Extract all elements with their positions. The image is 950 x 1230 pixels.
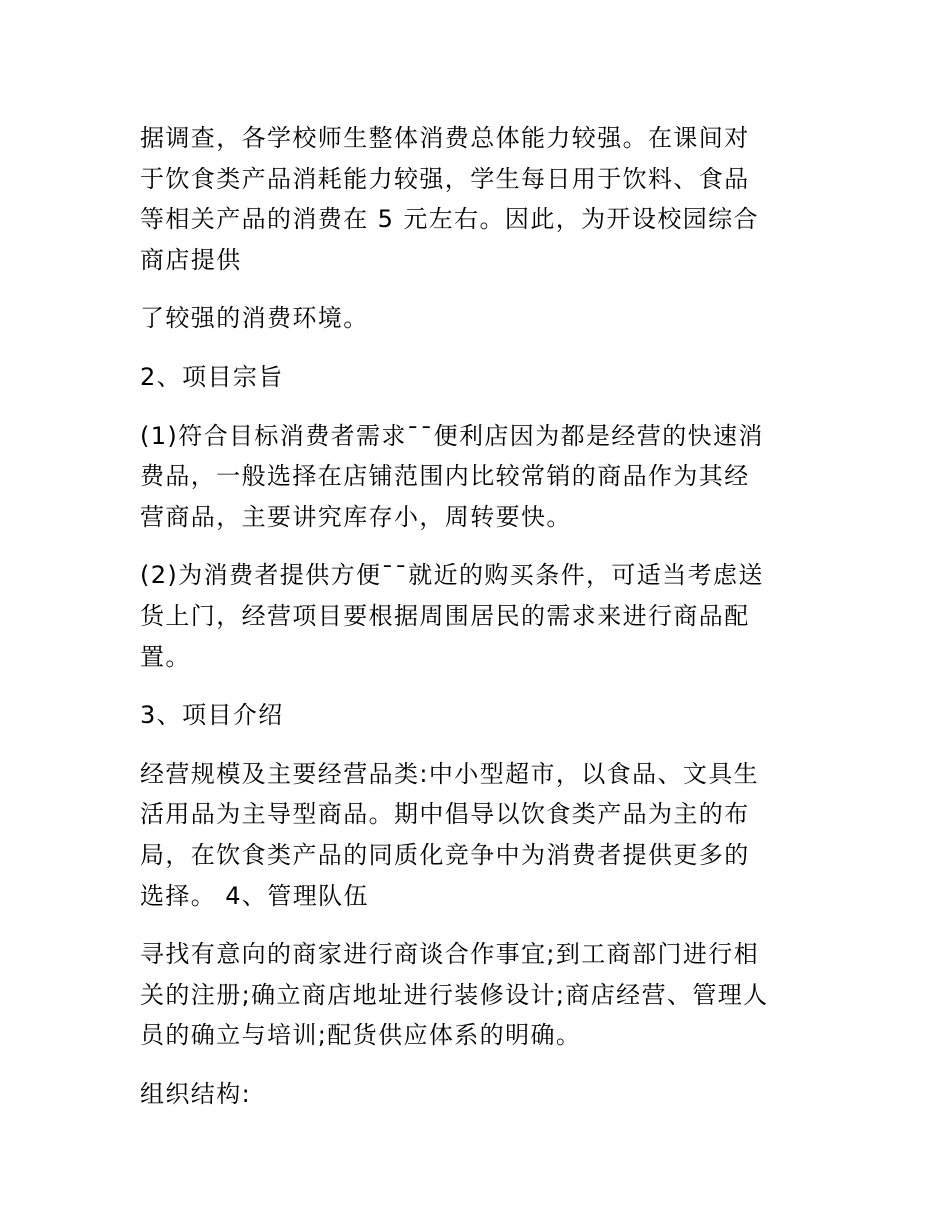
text-line: 局，在饮食类产品的同质化竞争中为消费者提供更多的 xyxy=(140,840,750,869)
text-line: 营商品，主要讲究库存小，周转要快。 xyxy=(140,502,572,531)
text-line: (1)符合目标消费者需求¯¯便利店因为都是经营的快速消 xyxy=(140,421,764,450)
text-line: 经营规模及主要经营品类:中小型超市，以食品、文具生 xyxy=(140,759,760,788)
text-line: 置。 xyxy=(140,642,191,671)
heading-text: 2、项目宗旨 xyxy=(140,362,284,391)
text-line: 于饮食类产品消耗能力较强，学生每日用于饮料、食品 xyxy=(140,164,750,193)
text-line: 据调查，各学校师生整体消费总体能力较强。在课间对 xyxy=(140,124,750,152)
paragraph-purpose-2 xyxy=(140,555,810,677)
text-line: 等相关产品的消费在 5 元左右。因此，为开设校园综合 xyxy=(140,205,759,234)
paragraph-environment xyxy=(140,298,810,339)
heading-organization-structure xyxy=(140,1074,810,1115)
text-line: 关的注册;确立商店地址进行装修设计;商店经营、管理人 xyxy=(140,980,769,1009)
text-line: 员的确立与培训;配货供应体系的明确。 xyxy=(140,1021,582,1050)
text-line: 货上门，经营项目要根据周围居民的需求来进行商品配 xyxy=(140,601,750,630)
text-line: 商店提供 xyxy=(140,245,242,274)
paragraph-business-scale xyxy=(140,754,810,916)
paragraph-survey xyxy=(140,118,810,280)
text-line: 了较强的消费环境。 xyxy=(140,304,369,333)
paragraph-management xyxy=(140,934,810,1056)
text-line: 选择。 4、管理队伍 xyxy=(140,881,369,910)
document-body xyxy=(140,118,810,1114)
text-line: 费品，一般选择在店铺范围内比较常销的商品作为其经 xyxy=(140,462,750,491)
text-line: 活用品为主导型商品。期中倡导以饮食类产品为主的布 xyxy=(140,800,750,829)
paragraph-purpose-1 xyxy=(140,416,810,538)
text-line: 寻找有意向的商家进行商谈合作事宜;到工商部门进行相 xyxy=(140,940,760,969)
text-line: (2)为消费者提供方便¯¯就近的购买条件，可适当考虑送 xyxy=(140,561,764,590)
heading-text: 3、项目介绍 xyxy=(140,701,284,730)
heading-project-purpose xyxy=(140,357,810,398)
heading-text: 组织结构: xyxy=(140,1079,252,1108)
heading-project-introduction xyxy=(140,695,810,736)
